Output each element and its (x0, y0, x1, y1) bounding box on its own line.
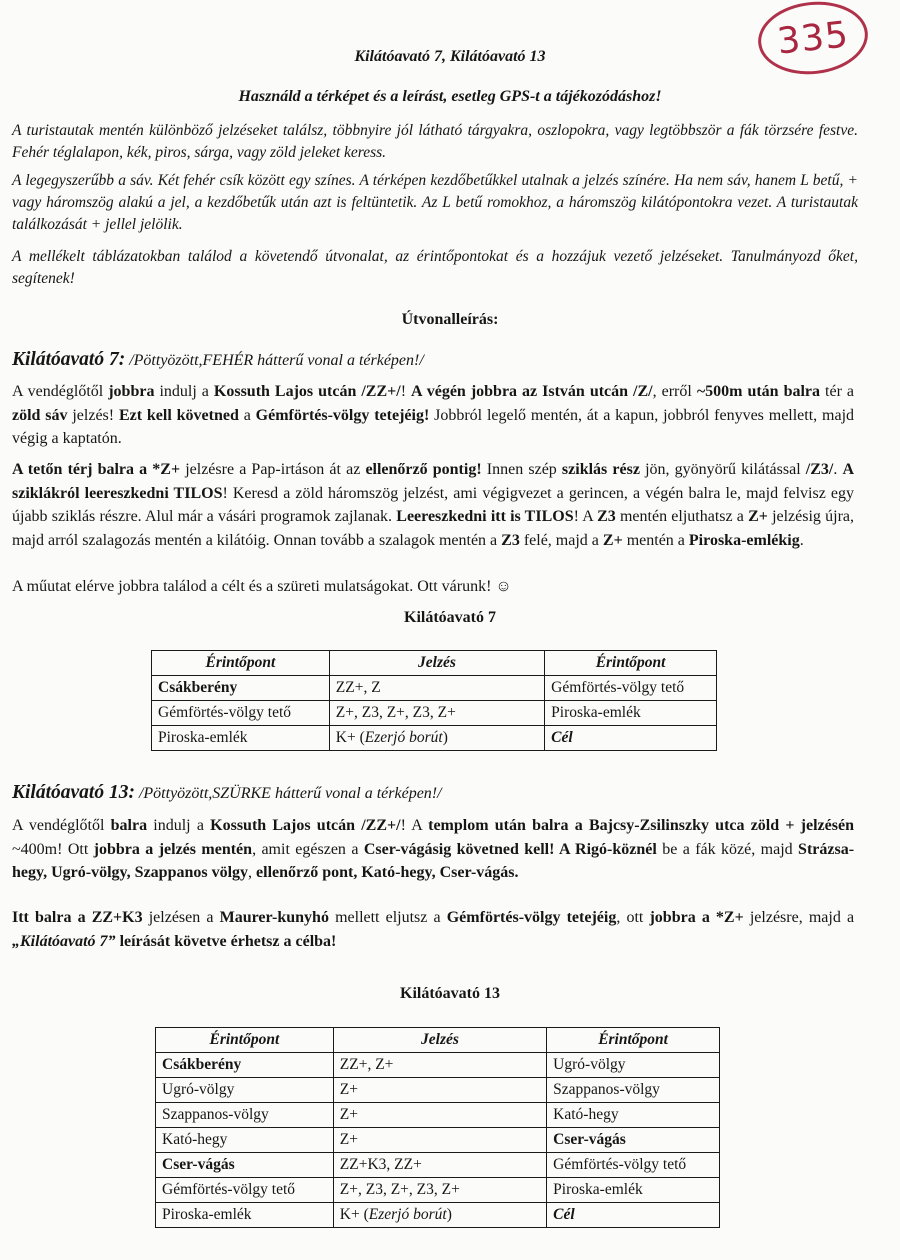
emphasized-text: Ezt kell követned (118, 406, 239, 424)
emphasized-text: sziklás rész (561, 461, 640, 478)
text-run: ! A (573, 508, 598, 525)
route-7-name: Kilátóavató 7: (12, 349, 126, 370)
text-run: jelzés! (67, 406, 119, 424)
cell-text: ZZ+, Z (335, 679, 381, 696)
cell-text: ) (442, 729, 448, 746)
emphasized-text: Kossuth Lajos utcán /ZZ+/ (210, 817, 401, 834)
emphasized-text: Kossuth Lajos utcán /ZZ+/ (213, 383, 401, 400)
emphasized-text: /Z3/ (805, 461, 834, 478)
intro-paragraph: A turistautak mentén különböző jelzéseket találsz, többnyire jól látható tárgyakra, oszlopokra, vagy legtöbbször a fák törzsére festve. Fehér téglalapon, kék, piros, sárga, vagy zöld jeleket keress. (12, 122, 858, 161)
emphasized-text: ellenőrző pontig! (365, 461, 482, 478)
table-cell (547, 1128, 720, 1153)
emphasized-text: Itt balra a ZZ+K3 (12, 909, 143, 926)
cell-text: Z+ (339, 1106, 358, 1123)
emphasized-text: balra (110, 817, 148, 834)
table-cell (547, 1203, 720, 1228)
cell-text: Cser-vágás (162, 1156, 235, 1173)
text-run: jön, gyönyörű kilátással (639, 461, 806, 478)
cell-text: Piroska-emlék (551, 704, 641, 721)
table-cell (329, 726, 544, 751)
route-7-paragraph (12, 575, 854, 599)
text-run: mentén eljuthatsz a (615, 508, 749, 525)
table-row (156, 1203, 720, 1228)
cell-text: K+ ( (339, 1206, 369, 1223)
table-cell (152, 726, 330, 751)
text-run: jelzésig újra, majd arról szalagozás mentén a kilátóig. Onnan tovább a szalagok mentén a (12, 508, 855, 549)
emphasized-text: Z+ (748, 508, 768, 525)
cell-text: Z+ (339, 1081, 358, 1098)
emphasized-text: A sziklákról leereszkedni TILOS (12, 461, 855, 502)
table-cell (333, 1128, 546, 1153)
text-run: A vendéglőtől (12, 383, 109, 400)
cell-text: Piroska-emlék (158, 729, 248, 746)
table-cell (156, 1053, 334, 1078)
route-13-name: Kilátóavató 13: (12, 782, 135, 803)
column-header: Érintőpont (152, 651, 330, 676)
table-cell (156, 1103, 334, 1128)
emphasized-text: Gémförtés-völgy tetejéig (446, 909, 617, 926)
table-cell (156, 1128, 334, 1153)
table-cell (152, 676, 330, 701)
emphasized-text: Z3 (501, 531, 520, 549)
table-cell (333, 1178, 546, 1203)
table-cell (156, 1153, 334, 1178)
emphasized-text: Cser-vágásig követned kell! A Rigó-köznél (363, 840, 657, 858)
cell-text: Cser-vágás (553, 1131, 626, 1148)
column-header: Jelzés (333, 1028, 546, 1053)
table-row (156, 1128, 720, 1153)
route-7-title (12, 349, 424, 371)
text-run: jelzésre a Pap-irtáson át az (180, 461, 366, 478)
text-run: A vendéglőtől (12, 817, 111, 834)
cell-text: Ugró-völgy (553, 1056, 626, 1073)
route-7-paragraph (12, 380, 854, 451)
emphasized-text: zöld sáv (12, 406, 68, 424)
emphasized-text: Z+ (602, 531, 623, 549)
table-row (152, 676, 717, 701)
route-description-heading: Útvonalleírás: (401, 311, 499, 328)
table-cell (545, 676, 717, 701)
cell-text: ZZ+, Z+ (339, 1056, 394, 1073)
cell-text: Kató-hegy (553, 1106, 619, 1123)
handwritten-page-number: 335 (755, 0, 872, 80)
cell-text: Z+, Z3, Z+, Z3, Z+ (339, 1181, 460, 1198)
emphasized-text: Maurer-kunyhó (219, 909, 329, 926)
text-run: , ott (616, 909, 650, 926)
emphasized-text: A tetőn térj balra a *Z+ (12, 461, 181, 478)
cell-text: Cél (553, 1206, 575, 1223)
table-row (156, 1153, 720, 1178)
emphasized-text: Piroska-emlékig (688, 531, 800, 549)
cell-text: Z+, Z3, Z+, Z3, Z+ (335, 704, 456, 721)
cell-italic-text: Ezerjó borút (364, 729, 443, 746)
route-13-note: /Pöttyözött,SZÜRKE hátterű vonal a térképen!/ (138, 785, 442, 802)
text-run: , erről (652, 383, 697, 400)
emphasized-text: ellenőrző pont, Kató-hegy, Cser-vágás. (256, 864, 519, 881)
intro-paragraph: A legegyszerűbb a sáv. Két fehér csík között egy színes. A térképen kezdőbetűkkel utalnak a jelzés színére. Ha nem sáv, hanem L betű, + vagy háromszög alakú a jel, a kezdőbetűk után azt is feltüntetik. Az L betű romokhoz, a háromszög kilátópontokra vezet. A turistautak találkozását + jellel jelölik. (12, 172, 858, 233)
table-cell (547, 1153, 720, 1178)
table-cell (333, 1053, 546, 1078)
table-cell (545, 701, 717, 726)
cell-text: Csákberény (158, 679, 238, 696)
table-cell (333, 1203, 546, 1228)
intro-paragraph: A mellékelt táblázatokban találod a követendő útvonalat, az érintőpontokat és a hozzájuk vezető jelzéseket. Tanulmányozd őket, segítenek! (12, 248, 858, 287)
text-run: indulj a (147, 817, 211, 834)
emphasized-text: Gémförtés-völgy tetejéig! (255, 406, 430, 424)
table-cell (333, 1103, 546, 1128)
route-7-table-caption: Kilátóavató 7 (404, 609, 496, 626)
emphasized-text: „Kilátóavató 7” (12, 932, 116, 950)
cell-text: Piroska-emlék (162, 1206, 252, 1223)
route-13-table (155, 1027, 720, 1228)
text-run: ~400m! Ott (12, 840, 94, 858)
document-subtitle: Használd a térképet és a leírást, esetleg GPS-t a tájékozódáshoz! (238, 88, 662, 105)
table-cell (333, 1153, 546, 1178)
emphasized-text: jobbra (108, 383, 155, 400)
emphasized-text: Strázsa-hegy, Ugró-völgy, Szappanos völgy (12, 840, 855, 881)
text-run: mellett eljutsz a (328, 909, 447, 926)
route-13-paragraph (12, 814, 854, 885)
table-cell (547, 1078, 720, 1103)
table-row (156, 1178, 720, 1203)
document-title: Kilátóavató 7, Kilátóavató 13 (354, 48, 546, 65)
text-run: felé, majd a (519, 531, 603, 549)
table-cell (152, 701, 330, 726)
text-run: Jobbról legelő mentén, át a kapun, jobbról fenyves mellett, majd végig a kaptatón. (12, 406, 855, 447)
cell-text: ZZ+K3, ZZ+ (339, 1156, 422, 1173)
table-row (156, 1078, 720, 1103)
text-run: mentén a (622, 531, 689, 549)
table-row (152, 701, 717, 726)
cell-text: Csákberény (162, 1056, 242, 1073)
cell-text: Kató-hegy (162, 1131, 228, 1148)
table-cell (547, 1178, 720, 1203)
column-header: Érintőpont (156, 1028, 334, 1053)
emphasized-text: ~500m után balra (696, 383, 821, 400)
column-header: Jelzés (329, 651, 544, 676)
text-run: jelzésre, majd a (743, 909, 855, 926)
text-run: . (799, 531, 804, 549)
cell-text: Cél (551, 729, 573, 746)
text-run: ! Keresd a zöld háromszög jelzést, ami végigvezet a gerincen, a végén balra le, majd felvisz egy újabb sziklás részre. Alul már a vásári programok zajlanak. (12, 484, 854, 525)
table-cell (329, 676, 544, 701)
text-run: Innen szép (481, 461, 562, 478)
text-run: tér a (820, 383, 855, 400)
text-run: ! A (400, 817, 429, 834)
cell-text: Gémförtés-völgy tető (162, 1181, 296, 1198)
text-run: , (248, 864, 257, 881)
route-13-paragraph (12, 906, 854, 953)
table-cell (545, 726, 717, 751)
cell-text: Szappanos-völgy (162, 1106, 269, 1123)
table-cell (156, 1203, 334, 1228)
cell-text: Ugró-völgy (162, 1081, 235, 1098)
text-run: , amit egészen a (252, 840, 364, 858)
table-cell (547, 1103, 720, 1128)
text-run: . (833, 461, 843, 478)
cell-text: Z+ (339, 1131, 358, 1148)
table-row (156, 1103, 720, 1128)
table-cell (547, 1053, 720, 1078)
emphasized-text: templom után balra a Bajcsy-Zsilinszky utca zöld + jelzésén (428, 817, 854, 834)
emphasized-text: A végén jobbra az István utcán /Z/ (411, 383, 653, 400)
text-run: A műutat elérve jobbra találod a célt és a szüreti mulatságokat. Ott várunk! ☺ (12, 578, 512, 595)
emphasized-text: jobbra a jelzés mentén (93, 840, 253, 858)
text-run: be a fák közé, majd (656, 840, 799, 858)
table-cell (156, 1078, 334, 1103)
emphasized-text: Leereszkedni itt is TILOS (396, 508, 574, 525)
emphasized-text: Z3 (597, 508, 616, 525)
route-13-table-caption: Kilátóavató 13 (400, 985, 500, 1002)
cell-text: ) (446, 1206, 452, 1223)
table-row (156, 1053, 720, 1078)
cell-italic-text: Ezerjó borút (368, 1206, 447, 1223)
text-run: ! (400, 383, 412, 400)
text-run: a (238, 406, 256, 424)
text-run: jelzésen a (142, 909, 220, 926)
column-header: Érintőpont (547, 1028, 720, 1053)
cell-text: Gémförtés-völgy tető (158, 704, 292, 721)
route-7-note: /Pöttyözött,FEHÉR hátterű vonal a térképen!/ (129, 352, 424, 369)
table-header-row (152, 651, 717, 676)
cell-text: K+ ( (335, 729, 365, 746)
emphasized-text: jobbra a *Z+ (649, 909, 744, 926)
column-header: Érintőpont (545, 651, 717, 676)
cell-text: Piroska-emlék (553, 1181, 643, 1198)
cell-text: Gémförtés-völgy tető (553, 1156, 687, 1173)
emphasized-text: leírását követve érhetsz a célba! (115, 932, 337, 950)
text-run: indulj a (154, 383, 214, 400)
route-7-table (151, 650, 717, 751)
cell-text: Gémförtés-völgy tető (551, 679, 685, 696)
table-cell (329, 701, 544, 726)
table-cell (156, 1178, 334, 1203)
table-cell (333, 1078, 546, 1103)
route-13-title (12, 782, 442, 804)
route-7-paragraph (12, 458, 854, 552)
table-header-row (156, 1028, 720, 1053)
table-row (152, 726, 717, 751)
cell-text: Szappanos-völgy (553, 1081, 660, 1098)
